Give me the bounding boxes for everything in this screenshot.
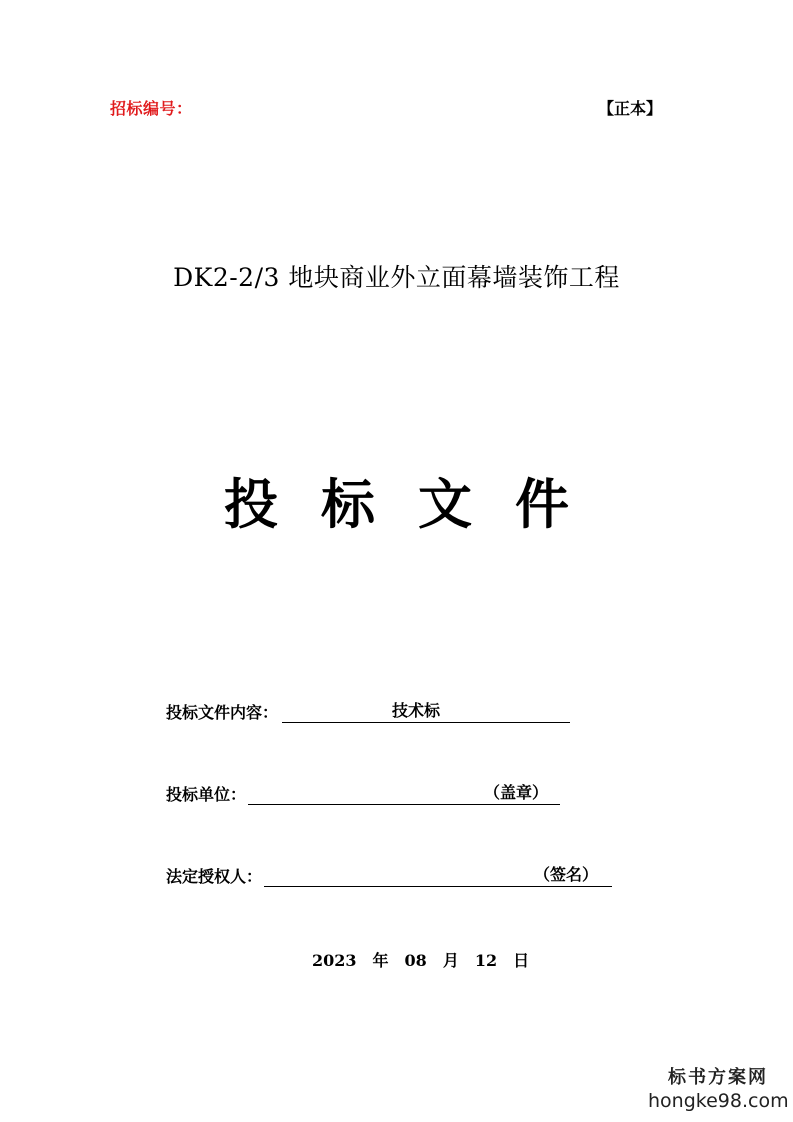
- date-month: 08: [404, 951, 427, 970]
- document-title-char: 标: [321, 472, 375, 536]
- project-title: DK2-2/3 地块商业外立面幕墙装饰工程: [173, 263, 620, 292]
- bid-content-line: [282, 700, 570, 723]
- date-year: 2023: [312, 951, 357, 970]
- tender-number-label: 招标编号：: [110, 99, 193, 118]
- document-title-char: 件: [515, 472, 569, 536]
- date-line: [312, 948, 529, 971]
- date-year-unit: 年: [372, 951, 389, 970]
- legal-rep-line: [264, 864, 612, 887]
- original-copy-tag: 【正本】: [598, 99, 663, 118]
- site-watermark: [648, 1066, 788, 1112]
- bid-content-field: [166, 700, 570, 723]
- legal-rep-field: [166, 864, 612, 887]
- date-day: 12: [474, 951, 498, 970]
- date-month-unit: 月: [442, 951, 459, 970]
- document-title-char: 文: [418, 472, 472, 536]
- legal-rep-sign-note: （签名）: [534, 865, 599, 884]
- document-title: [0, 462, 793, 539]
- bidder-label: 投标单位：: [166, 785, 247, 804]
- bidder-seal-note: （盖章）: [484, 783, 549, 802]
- date-day-unit: 日: [513, 951, 530, 970]
- bidder-field: [166, 782, 560, 805]
- watermark-url: hongke98.com: [648, 1090, 789, 1112]
- bid-content-value: 技术标: [392, 701, 441, 720]
- document-title-char: 投: [224, 472, 278, 536]
- legal-rep-label: 法定授权人：: [166, 867, 263, 886]
- bid-content-label: 投标文件内容：: [166, 703, 279, 722]
- bidder-line: [248, 782, 560, 805]
- watermark-site-name: 标书方案网: [668, 1067, 768, 1088]
